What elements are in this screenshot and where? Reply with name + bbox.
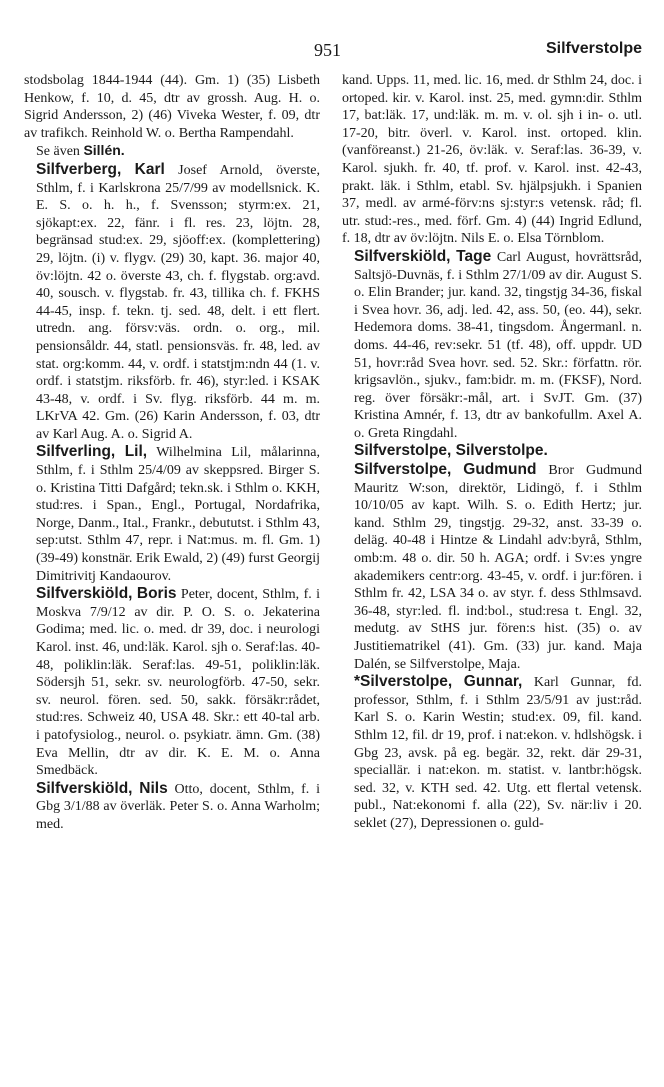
continued-entry: kand. Upps. 11, med. lic. 16, med. dr Sthlm 24, doc. i ortoped. kir. v. Karol. inst. 25, med. gymn:dir. Sthlm 17, bat:läk. 17, und:läk. m. m. v. ol. sjh i in- o. utl. 17-20, bitr. överl. v. Karol. inst. ortoped. klin. (vanföreanst.) 21-26, öv:läk. v. Seraf:las. 36-39, v. Karol. sjukh. fr. 40, tf. prof. v. Karol. inst. 42-43, prakt. läk. i Sthlm, etabl. Sv. hjälpsjukh. i Spanien 37, medl. av armé-förv:ns sj:styr:s vetensk. råd; fl. utr. stud:-res., med. förf. Gm. 4) (44) Ingrid Edlund, f. 18, dtr av öv:löjtn. Nils E. o. Elsa Törnblom. <box>342 73 642 247</box>
see-also-prefix: Se även <box>36 144 84 160</box>
entry-surname: Silfverstolpe, <box>354 461 452 479</box>
entry-given-name: Gunnar, <box>463 673 523 691</box>
entry-silfverling <box>24 443 320 585</box>
entry-given-name: Gudmund <box>463 461 537 479</box>
continued-entry: stodsbolag 1844-1944 (44). Gm. 1) (35) Lisbeth Henkow, f. 10, d. 45, dtr av grossh. Aug. H. o. Sigrid Andersson, 2) (46) Viveka Wester, f. 09, dtr av trafikch. Reinhold W. o. Bertha Rampendahl. <box>24 73 320 141</box>
entry-text: Karl Gunnar, fd. professor, Sthlm, f. i Sthlm 23/5/91 av just:råd. Karl S. o. Karin Westin; stud:ex. 09, fil. kand. Sthlm 12, fil. dr 19, prof. i nat:ekon. v. hdlshögsk. i Gbg 23, avsk. på eg. begär. 32, rekt. där 29-31, speciallär. i nat:ekon. m. statist. v. lantbr:högsk. sed. 32, v. KTH sed. 42. Utg. ett flertal vetensk. publ., Nat:ekonomi f. alla (22), Sv. när:liv i 20. seklet (27), Depressionen o. guld- <box>354 675 642 831</box>
entry-given-name: Karl <box>134 160 165 178</box>
entry-silfverskiold-boris <box>24 585 320 780</box>
running-head: Silfverstolpe <box>545 40 642 57</box>
entry-surname: Silfverskiöld, <box>36 779 133 797</box>
right-column <box>342 72 642 833</box>
entry-silfverberg <box>24 161 320 444</box>
entry-surname: Silfverskiöld, <box>36 585 133 603</box>
entry-silverstolpe-gunnar <box>342 673 642 832</box>
entry-text: Peter, docent, Sthlm, f. i Moskva 7/9/12 av dir. P. O. S. o. Jekaterina Godima; med. lic. o. med. dr 39, doc. i neurologi Karol. inst. 46, und:läk. Karol. sjh o. Seraf:las. 40-48, poliklin:läk. Seraf:las. 49-51, poliklin:läk. Södersjh 51, sekr. sv. neurologförb. 47-50, sekr. sv. neurol. fören. sed. 50, sakk. försäkr:rådet, stud:res. Schweiz 40, USA 48. Skr.: ett 40-tal arb. i patofysiolog., neurol. o. psykiatr. ämn. Gm. (38) Eva Mellin, dtr av dir. K. E. M. o. Anna Smedbäck. <box>36 587 321 779</box>
entry-silfverskiold-tage <box>342 248 642 443</box>
entry-text: Josef Arnold, överste, Sthlm, f. i Karlskrona 25/7/99 av modellsnick. K. E. S. o. h. h., f. Svensson; styrm:ex. 21, sjökapt:ex. 22, fänr. i fl. res. 23, löjtn. 28, begränsad stud:ex. 29, sjöoff:ex. (komplettering) 29, löjtn. (i) v. flygv. (29) 30, kapt. 36. major 40, öv:löjtn. 42 o. överste 43, ch. f. flygstab. org:avd. 40, sousch. v. flygstab. fr. 43, tillika ch. f. FKHS 44-45, insp. f. tekn. tj. sed. 48, delt. i ett flert. utredn. ang. försv:väs. ordn. o. org., mil. pensionsåldr. 44, statl. pensionsväs. fr. 48, led. av stat. org:komm. 44, v. ordf. i statstjm:ndn 44 (1. v. ordf. i statstjm. riksförb. fr. 46), styr:led. i KSAK 43-48, v. ordf. i Sv. flyg. riksförb. 44 m. m. LKrVA 42. Gm. (26) Karin Andersson, f. 03, dtr av Karl Aug. A. o. Sigrid A. <box>36 162 321 442</box>
cross-reference <box>342 442 642 461</box>
entry-given-name: Lil, <box>124 443 148 461</box>
entry-surname: *Silverstolpe, <box>354 673 453 691</box>
page-number: 951 <box>314 40 341 60</box>
entry-text: Carl August, hovrättsråd, Saltsjö-Duvnäs, f. i Sthlm 27/1/09 av dir. August S. o. Elin Brander; jur. kand. 32, tingstjg 34-36, fiskal i Svea hovr. 36, adj. led. 42, ass. 50, (eo. 44), sekr. Hedemora doms. 38-41, tingsdom. Ångermanl. n. doms. 44-46, rev:sekr. 51 (tf. 48), off. uppdr. UD 51, hovr:råd Svea hovr. sed. 52. Skr.: författn. rör. krigsavlön., sjukv., fam:bidr. m. m. (FKSF), Nord. reg. över försäkr:-mål, art. i SvJT. Gm. (37) Kristina Amnér, f. 13, dtr av bankofullm. Axel A. o. Greta Ringdahl. <box>354 249 643 441</box>
entry-text: Wilhelmina Lil, målarinna, Sthlm, f. i Sthlm 25/4/09 av skeppsred. Birger S. o. Kristina Titti Dafgård; tekn.sk. i Sthlm o. KKH, stud:res. i Span., Engl., Portugal, Nordafrika, Norge, Danm., Ital., Frankr., debututst. i Sthlm 43, sep:utst. Sthlm 47, repr. i Nat:mus. m. fl. Gm. 1) (39-49) konstnär. Erik Ewald, 2) (49) furst Georgij Dimitrivitj Kandaourov. <box>36 445 320 584</box>
entry-given-name: Tage <box>456 247 492 265</box>
see-also-name: Sillén. <box>83 142 125 159</box>
cross-reference-text: Silfverstolpe, Silverstolpe. <box>354 442 548 460</box>
entry-surname: Silfverberg, <box>36 160 122 178</box>
left-column <box>24 72 320 834</box>
entry-text: Otto, docent, Sthlm, f. i Gbg 3/1/88 av överläk. Peter S. o. Anna Warholm; med. <box>36 781 320 832</box>
entry-silfverskiold-nils <box>24 780 320 834</box>
see-also <box>24 142 320 161</box>
entry-given-name: Nils <box>139 779 168 797</box>
entry-surname: Silfverling, <box>36 443 116 461</box>
entry-given-name: Boris <box>136 585 177 603</box>
entry-surname: Silfverskiöld, <box>354 247 451 265</box>
entry-text: Bror Gudmund Mauritz W:son, direktör, Lidingö, f. i Sthlm 10/10/05 av kapt. Wilh. S. o. Edith Hertz; jur. kand. Sthlm 29, tingstjg. 29-32, anst. 33-39 o. deläg. 40-48 i Hintze & Lindahl adv:byrå, Sthlm, omb:m. 48 o. dir. 50 h. AGA; ordf. i Sv:es yngre akademikers centr:org. 43-45, v. ordf. i jur:fören. i Sthlm fr. 42, LSA 34 o. av styr. f. dess Sthlmsavd. 36-48, styr:led. fl. ind:bol., stud:resa t. Engl. 32, medutg. av StHS jur. fören:s hist. (35) o. av Justitiematrikel (41). Gm. (33) jur. kand. Maja Dalén, se Silfverstolpe, Maja. <box>354 463 642 672</box>
entry-silfverstolpe-gudmund <box>342 461 642 673</box>
page-header <box>0 40 664 64</box>
